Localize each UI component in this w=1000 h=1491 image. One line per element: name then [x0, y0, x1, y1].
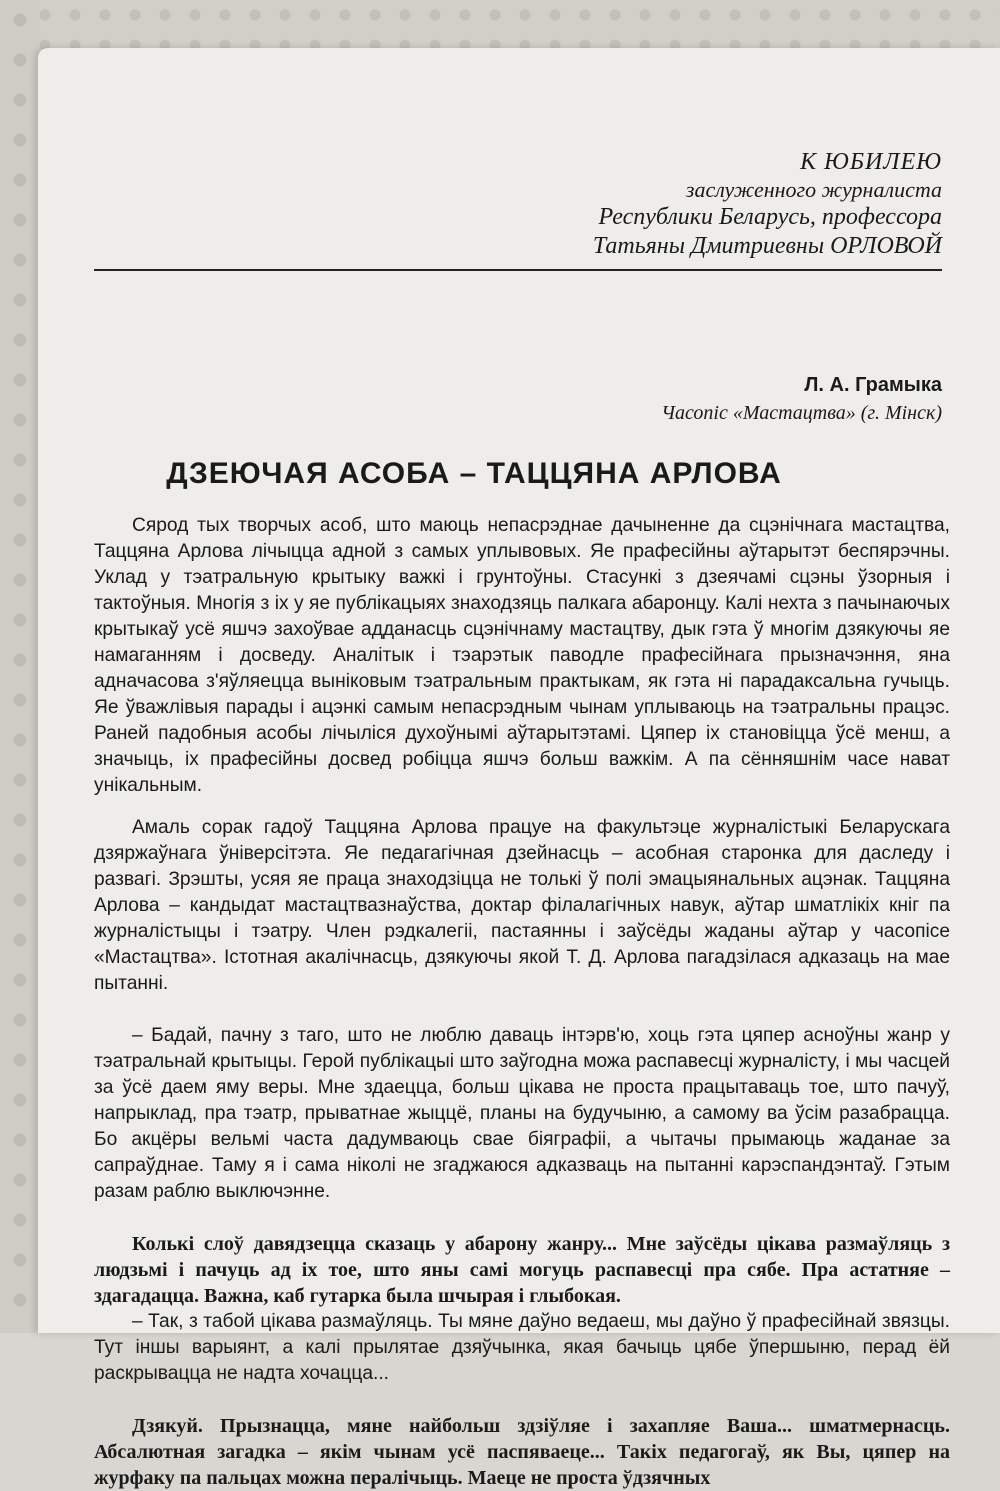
- header-line-3: Республики Беларусь, профессора: [598, 204, 942, 231]
- author-name: Л. А. Грамыка: [804, 373, 942, 396]
- lace-tablecloth-left: [0, 0, 40, 1333]
- header-line-1: К ЮБИЛЕЮ: [800, 149, 942, 175]
- header-divider: [94, 269, 942, 271]
- paragraph-2: Амаль сорак гадоў Таццяна Арлова працуе на факультэце журналістыкі Беларускага дзяржаўнага ўніверсітэта. Яе педагагічная дзейнасць – асобная старонка для даследу і развагі. Зрэшты, усяя яе праца знаходзіцца не толькі ў полі эмацыянальных ацэнак. Таццяна Арлова – кандыдат мастацтвазнаўства, доктар філалагічных навук, аўтар шматлікіх кніг па журналістыцы і тэатру. Член рэдкалегіі, пастаянны і заўсёды жаданы аўтар у часопісе «Мастацтва». Істотная акалічнасць, дзякуючы якой Т. Д. Арлова пагадзілася адказаць на мае пытанні.: [94, 816, 950, 994]
- question-2: Дзякуй. Прызнацца, мяне найбольш здзіўляе і захапляе Ваша... шматмернасць. Абсалютная загадка – якім чынам усё паспяваеце... Такіх педагогаў, як Вы, цяпер на журфаку па пальцах можна пералічыць. Маеце не проста ўдзячных: [94, 1414, 950, 1489]
- author-source: Часопіс «Мастацтва» (г. Мінск): [661, 401, 942, 424]
- book-page: [38, 48, 1000, 1489]
- page-content: [94, 148, 954, 1491]
- answer-1: – Так, з табой цікава размаўляць. Ты мяне даўно ведаеш, мы даўно ў прафесійнай звязцы. Тут іншы варыянт, а калі прылятае дзяўчынка, якая бачыць цябе ўпершыню, перад ёй раскрывацца не надта хочацца...: [94, 1310, 950, 1384]
- author-block: [94, 371, 954, 427]
- header-line-4: Татьяны Дмитриевны ОРЛОВОЙ: [592, 232, 942, 259]
- question-1: Колькі слоў давядзецца сказаць у абарону жанру... Мне заўсёды цікава размаўляць з людзьмі і пачуць ад іх тое, што яны самі могуць распавесці пра сябе. Пра астатняе – здагадацца. Важна, каб гутарка была шчырая і глыбокая.: [94, 1232, 950, 1307]
- article-title: ДЗЕЮЧАЯ АСОБА – ТАЦЦЯНА АРЛОВА: [166, 456, 782, 490]
- header-line-2: заслуженного журналиста: [685, 176, 942, 202]
- jubilee-header: [94, 148, 954, 261]
- paragraph-3: – Бадай, пачну з таго, што не люблю даваць інтэрв'ю, хоць гэта цяпер асноўны жанр у тэатральнай крытыцы. Герой публікацыі што заўгодна можа распавесці журналісту, і мы часцей за ўсё даем яму веры. Мне здаецца, больш цікава не проста працытаваць тое, што пачуў, напрыклад, пра тэатр, прыватнае жыццё, планы на будучыню, а самому ва ўсім разабрацца. Бо акцёры вельмі часта дадумваюць свае біяграфіі, а чытачы прымаюць жаданае за сапраўднае. Таму я і сама ніколі не згаджаюся адказваць на пытанні карэспандэнтаў. Гэтым разам раблю выключэнне.: [94, 1024, 950, 1202]
- paragraph-1: Сярод тых творчых асоб, што маюць непасрэднае дачыненне да сцэнічнага мастацтва, Таццяна Арлова лічыцца адной з самых уплывовых. Яе прафесійны аўтарытэт беспярэчны. Уклад у тэатральную крытыку важкі і грунтоўны. Стасункі з дзеячамі сцэны ўзорныя і тактоўныя. Многія з іх у яе публікацыях знаходзяць палкага абаронцу. Калі нехта з пачынаючых крытыкаў усё яшчэ захоўвае адданасць сцэнічнаму мастацтву, дык гэта ў многім дзякуючы яе намаганням і досведу. Аналітык і тэарэтык паводле прафесійнага прызначэння, яна адначасова з'яўляецца выніковым тэатральным практыкам, як гэта ні парадаксальна гучыць. Яе ўважлівыя парады і ацэнкі самым непасрэдным чынам уплываюць на тэатральны працэс. Раней падобныя асобы лічыліся духоўнымі аўтарытэтамі. Цяпер іх становіцца ўсё менш, а значыць, іх прафесійны досвед робіцца яшчэ больш важкім. А па сённяшнім часе нават унікальным.: [94, 514, 950, 796]
